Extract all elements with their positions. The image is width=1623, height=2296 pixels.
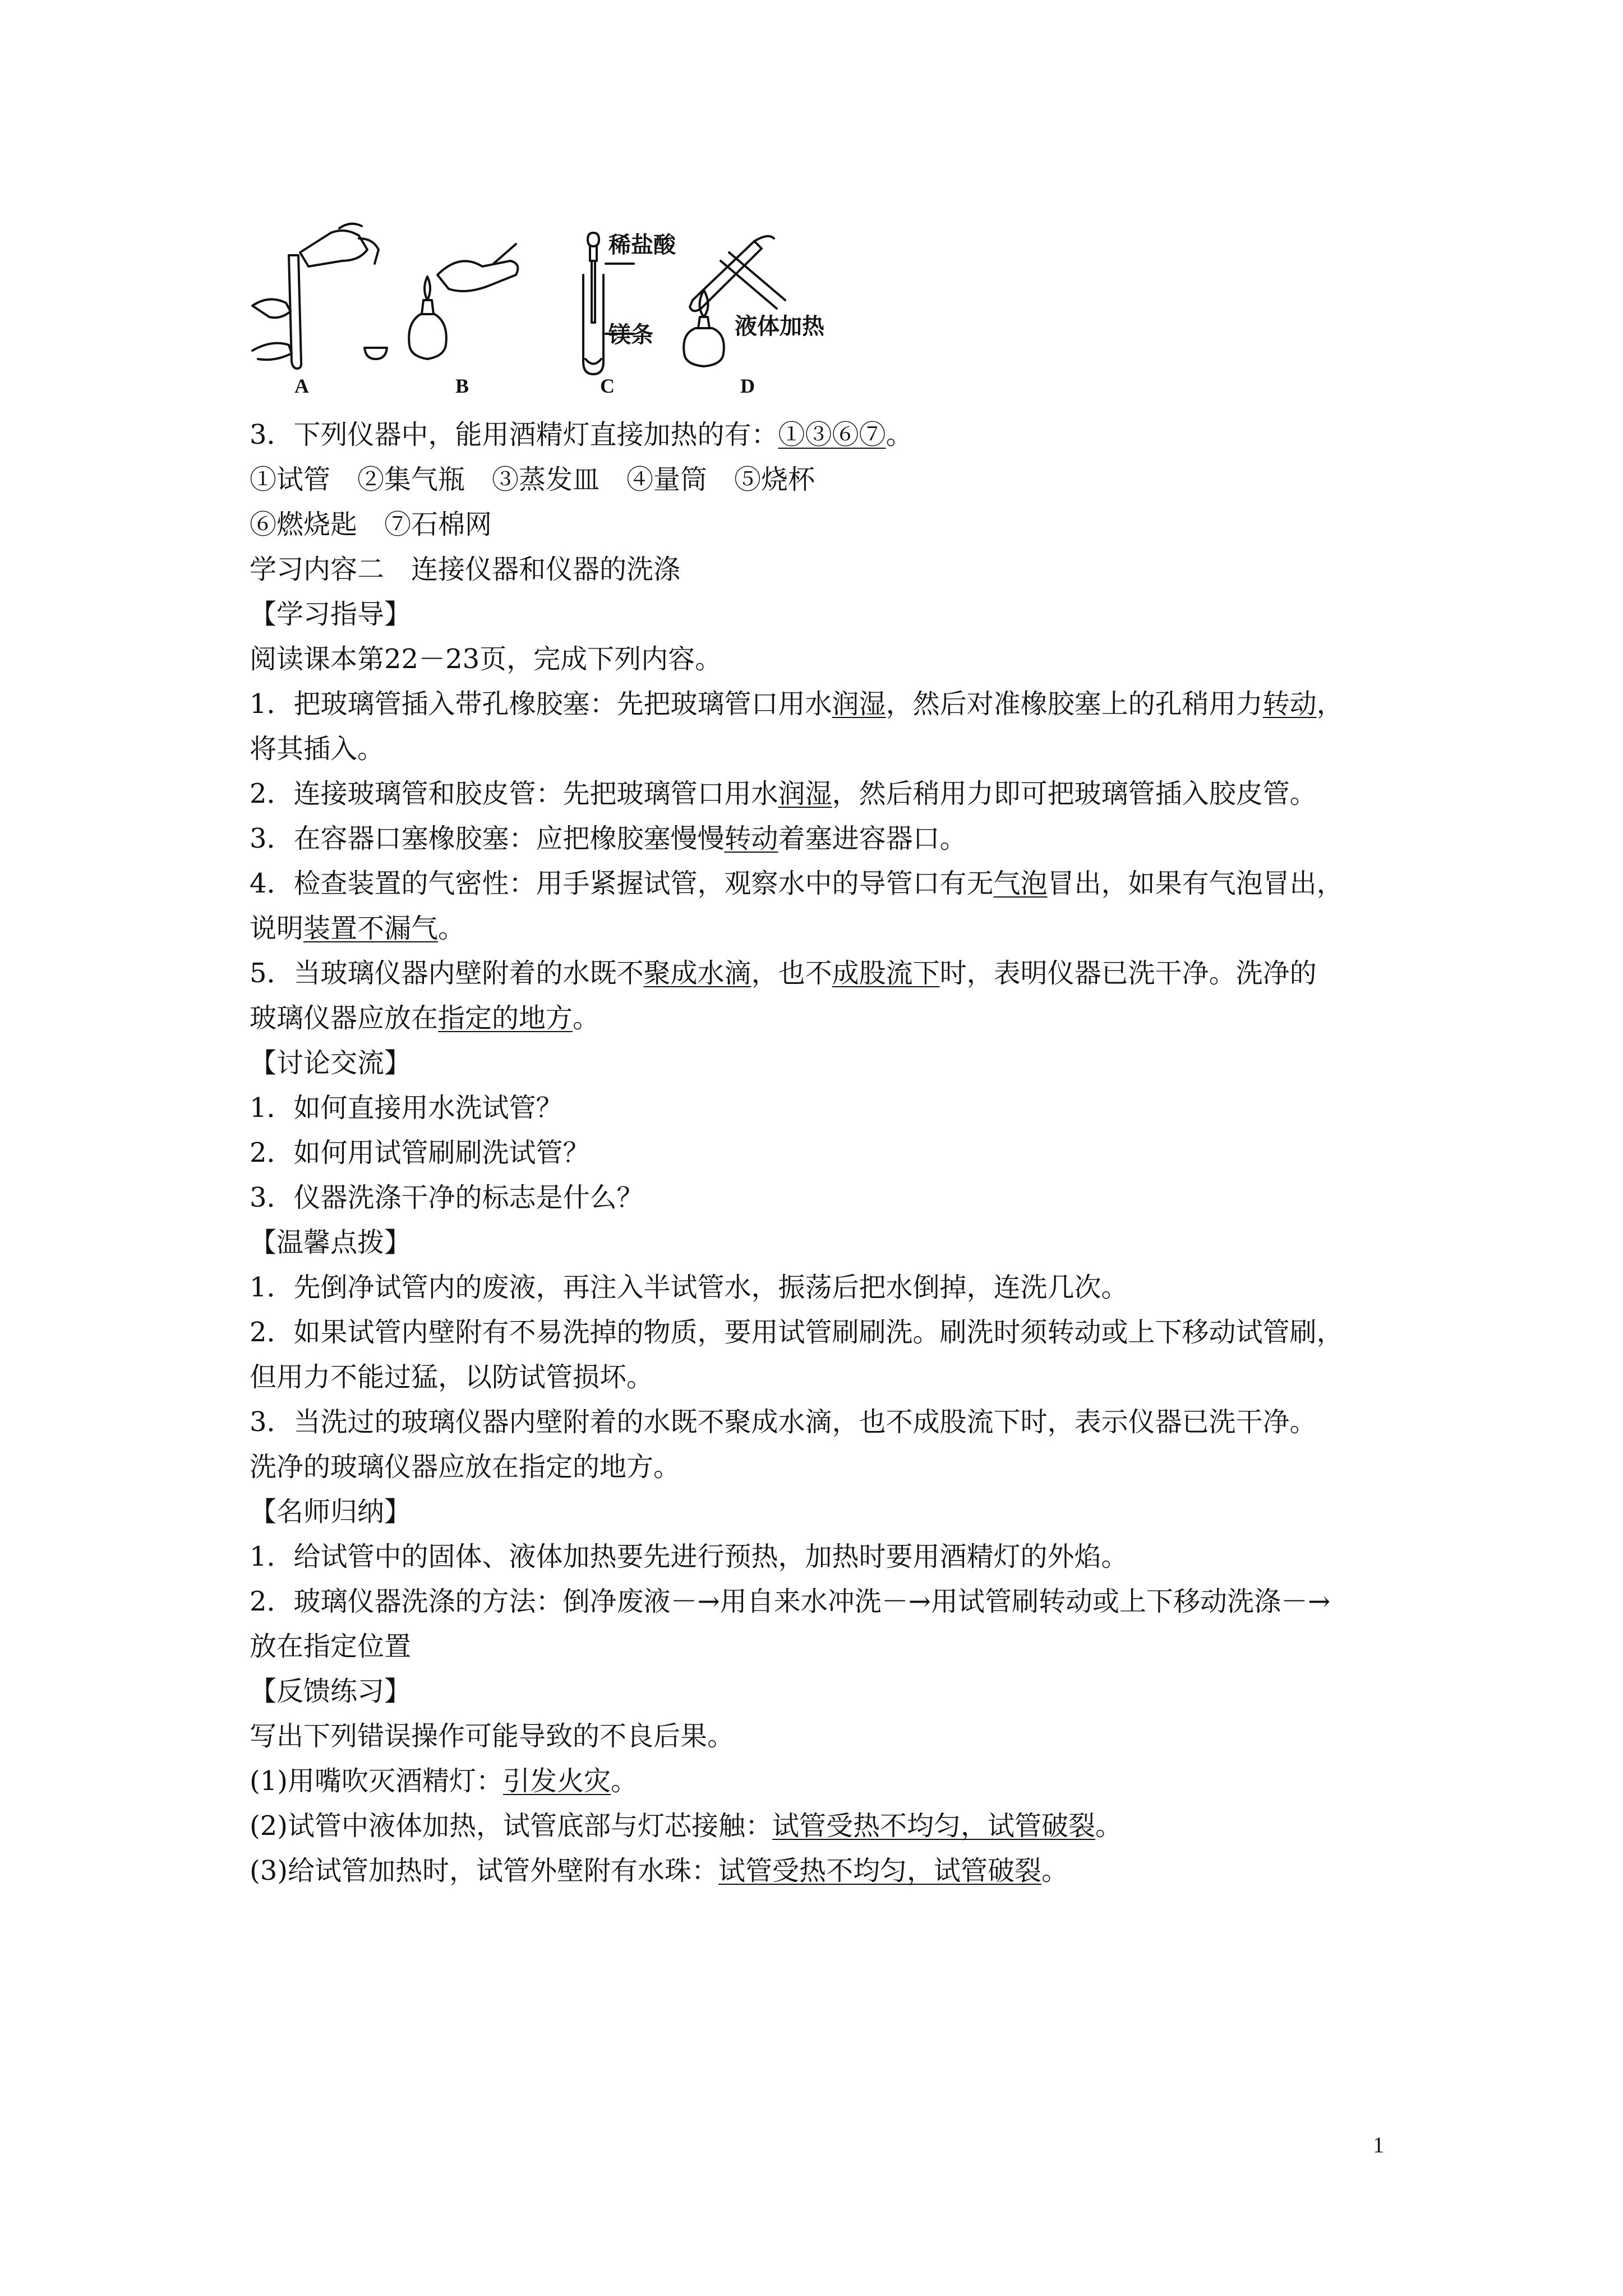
guide-item-4: 4．检查装置的气密性：用手紧握试管，观察水中的导管口有无气泡冒出，如果有气泡冒出， (250, 868, 1344, 899)
feedback-intro: 写出下列错误操作可能导致的不良后果。 (250, 1720, 735, 1752)
figure-a-pouring (252, 224, 379, 369)
figure-acid-label: 稀盐酸 (608, 232, 676, 258)
guide-item-1-cont: 将其插入。 (250, 733, 385, 765)
feedback-answer: 试管受热不均匀，试管破裂 (718, 1855, 1042, 1887)
feedback-answer: 试管受热不均匀，试管破裂 (772, 1810, 1096, 1842)
feedback-item: (3)给试管加热时，试管外壁附有水珠：试管受热不均匀，试管破裂。 (250, 1855, 1069, 1887)
feedback-item: (2)试管中液体加热，试管底部与灯芯接触：试管受热不均匀，试管破裂。 (250, 1810, 1123, 1842)
figure-label-a: A (294, 375, 309, 397)
summary-line: 1．给试管中的固体、液体加热要先进行预热，加热时要用酒精灯的外焰。 (250, 1541, 1128, 1572)
tips-line: 但用力不能过猛，以防试管损坏。 (250, 1361, 654, 1393)
feedback-item: (1)用嘴吹灭酒精灯：引发火灾。 (250, 1765, 638, 1797)
guide-item-4-cont: 说明装置不漏气。 (250, 913, 465, 944)
lab-operations-diagram (247, 222, 897, 401)
q3-options-1: ①试管 ②集气瓶 ③蒸发皿 ④量筒 ⑤烧杯 (250, 464, 815, 495)
figure-label-c: C (600, 375, 615, 397)
figure-d-liquid-heating (684, 236, 785, 366)
summary-line: 放在指定位置 (250, 1631, 412, 1662)
tips-header: 【温馨点拨】 (250, 1227, 412, 1258)
discussion-item: 3．仪器洗涤干净的标志是什么？ (250, 1182, 644, 1213)
guide-item-5-cont: 玻璃仪器应放在指定的地方。 (250, 1002, 600, 1034)
tips-line: 2．如果试管内壁附有不易洗掉的物质，要用试管刷刷洗。刷洗时须转动或上下移动试管刷， (250, 1317, 1344, 1348)
tips-line: 1．先倒净试管内的废液，再注入半试管水，振荡后把水倒掉，连洗几次。 (250, 1272, 1128, 1303)
reading-instruction: 阅读课本第22－23页，完成下列内容。 (250, 643, 722, 675)
guide-item-3: 3．在容器口塞橡胶塞：应把橡胶塞慢慢转动着塞进容器口。 (250, 823, 967, 854)
section-title: 学习内容二 连接仪器和仪器的洗涤 (250, 554, 681, 585)
figure-label-d: D (740, 375, 755, 397)
page-content (250, 412, 1402, 1893)
experiment-figure (247, 222, 897, 401)
feedback-answer: 引发火灾 (503, 1765, 611, 1797)
discussion-item: 1．如何直接用水洗试管？ (250, 1092, 563, 1124)
guide-item-2: 2．连接玻璃管和胶皮管：先把玻璃管口用水润湿，然后稍用力即可把玻璃管插入胶皮管。 (250, 778, 1317, 809)
feedback-header: 【反馈练习】 (250, 1676, 412, 1707)
summary-header: 【名师归纳】 (250, 1496, 412, 1527)
guide-item-5: 5．当玻璃仪器内壁附着的水既不聚成水滴，也不成股流下时，表明仪器已洗干净。洗净的 (250, 958, 1317, 989)
q3-answer: ①③⑥⑦ (778, 419, 886, 450)
guide-item-1: 1．把玻璃管插入带孔橡胶塞：先把玻璃管口用水润湿，然后对准橡胶塞上的孔稍用力转动， (250, 688, 1344, 720)
summary-line: 2．玻璃仪器洗涤的方法：倒净废液－→用自来水冲洗－→用试管刷转动或上下移动洗涤－→ (250, 1586, 1331, 1617)
figure-liquid-heating-label: 液体加热 (735, 314, 824, 339)
figure-b-alcohol-lamp (365, 244, 518, 359)
discussion-item: 2．如何用试管刷刷洗试管？ (250, 1137, 590, 1168)
guide-header: 【学习指导】 (250, 599, 412, 630)
figure-label-b: B (455, 375, 469, 397)
figure-magnesium-label: 镁条 (608, 322, 653, 348)
tips-line: 3．当洗过的玻璃仪器内壁附着的水既不聚成水滴，也不成股流下时，表示仪器已洗干净。 (250, 1406, 1317, 1438)
q3-question: 3．下列仪器中，能用酒精灯直接加热的有：①③⑥⑦。 (250, 419, 913, 450)
page-number: 1 (1373, 2132, 1384, 2157)
tips-line: 洗净的玻璃仪器应放在指定的地方。 (250, 1451, 681, 1483)
discussion-header: 【讨论交流】 (250, 1047, 412, 1079)
q3-options-2: ⑥燃烧匙 ⑦石棉网 (250, 509, 492, 540)
